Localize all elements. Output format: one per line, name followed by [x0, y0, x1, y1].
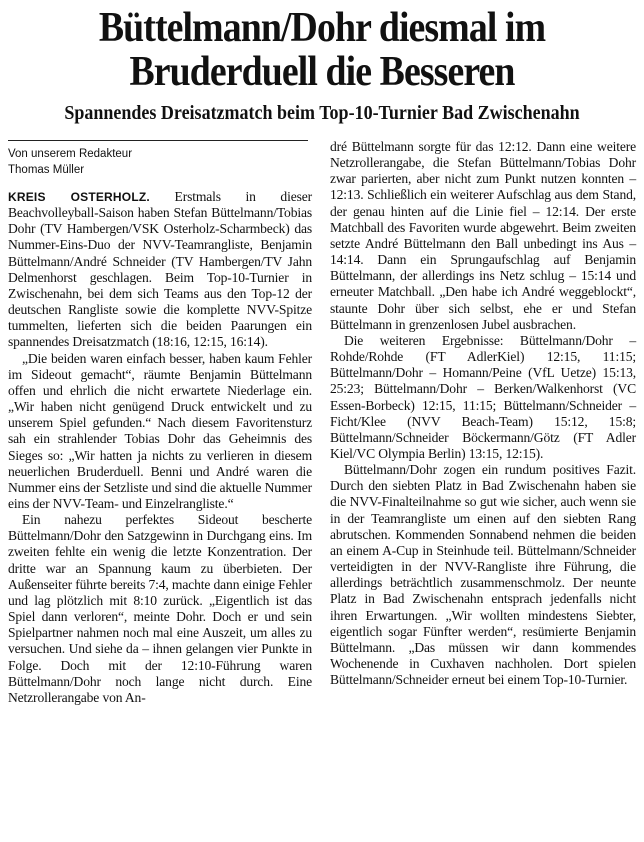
headline — [32, 6, 612, 94]
headline-line-2: Bruderduell die Besseren — [129, 49, 515, 95]
paragraph-6: Büttelmann/Dohr zogen ein rundum positives Fazit. Durch den siebten Platz in Bad Zwischenahn haben sie die NVV-Finalteilnahme so gut wie sicher, auch wenn sie in der Teamrangliste um einen auf den siebten Rang abrutschen. Kommenden Sonnabend nehmen die beiden an einem A-Cup in Steinhude teil. Büttelmann/Schneider verteidigten in der NVV-Rangliste ihre Führung, die allerdings beträchtlich zusammenschmolz. Der neunte Platz in Bad Zwischenahn entsprach jedenfalls nicht ihren Erwartungen. „Wir wollten mindestens Siebter, eigentlich sogar Fünfter werden“, resümierte Benjamin Büttelmann. „Das müssen wir dann kommendes Wochenende in Cuxhaven nachholen. Dort spielen Büttelmann/Schneider erneut bei einem Top-10-Turnier. — [330, 462, 636, 688]
article-column-2 — [330, 139, 636, 688]
dateline: KREIS OSTERHOLZ. — [8, 190, 150, 204]
paragraph-1-text: Erstmals in dieser Beachvolleyball-Saison haben Stefan Büttelmann/Tobias Dohr (TV Hambergen/VSK Osterholz-Scharmbeck) das Nummer-Eins-Duo der NVV-Teamrangliste, Benjamin Büttelmann/André Schneider (TV Hambergen/TV Jahn Delmenhorst geschlagen. Beim Top-10-Turnier in Zwischenahn, bei dem sich Teams aus den Top-12 der deutschen Rangliste sowie die komplette NVV-Spitze tummelten, lieferten sich die beiden Paarungen ein spannendes Dreisatzmatch (18:16, 12:15, 16:14). — [8, 189, 312, 350]
subheadline: Spannendes Dreisatzmatch beim Top-10-Turnier Bad Zwischenahn — [64, 102, 580, 124]
paragraph-1 — [8, 189, 312, 351]
paragraph-4: dré Büttelmann sorgte für das 12:12. Dann eine weitere Netzrollerangabe, die Stefan Büttelmann/Tobias Dohr zwar parierten, aber nicht zum Punkt nutzen konnten – 12:13. Schließlich ein weiterer Aufschlag aus dem Stand, der genau hinten auf die Linie fiel – 12:14. Der erste Matchball des Favoriten wurde abgewehrt. Beim zweiten setzte André Büttelmann den Ball unbedingt ins Aus – 14:14. Dann ein Sprungaufschlag auf Benjamin Büttelmann, der allerdings ins Netz schlug – 15:14 und erneuter Matchball. „Den habe ich André weggeblockt“, staunte Dohr über sich selbst, ehe er und Stefan Büttelmann in grenzenlosen Jubel ausbrachen. — [330, 139, 636, 332]
paragraph-2: „Die beiden waren einfach besser, haben kaum Fehler im Sideout gemacht“, räumte Benjamin Büttelmann offen und ehrlich die nicht erwartete Niederlage ein. „Wir haben nicht genügend Druck entwickelt und zu unserem Spiel gefunden.“ Nach diesem Favoritensturz sah ein strahlender Tobias Dohr das Geheimnis des Sieges so: „Wir hatten ja nichts zu verlieren in diesem neuerlichen Bruderduell. Benni und André waren die Nummer eins der Setzliste und sind die aktuelle Nummer eins der NVV-Team- und Einzelrangliste.“ — [8, 350, 312, 511]
byline-author: Thomas Müller — [8, 164, 85, 176]
paragraph-5: Die weiteren Ergebnisse: Büttelmann/Dohr – Rohde/Rohde (FT AdlerKiel) 12:15, 11:15; Büttelmann/Dohr – Homann/Peine (VfL Uetze) 15:13, 25:23; Büttelmann/Dohr – Berken/Walkenhorst (VC Essen-Borbeck) 12:15, 11:15; Büttelmann/Schneider – Ficht/Klee (NVV Beach-Team) 15:12, 15:8; Büttelmann/Schneider Böckermann/Götz (FT Adler Kiel/VC Olympia Berlin) 13:15, 12:15). — [330, 332, 636, 461]
paragraph-3: Ein nahezu perfektes Sideout bescherte Büttelmann/Dohr den Satzgewinn in Durchgang eins. Im zweiten fehlte ein wenig die letzte Konzentration. Der dritte war an Spannung kaum zu überbieten. Der Außenseiter führte bereits 7:4, machte dann einige Fehler und lag plötzlich mit 8:10 zurück. „Eigentlich ist das Spiel dann verloren“, meinte Dohr. Doch er und sein Spielpartner nahmen noch mal eine Auszeit, um alles zu versuchen. Und siehe da – ihnen gelangen vier Punkte in Folge. Doch mit der 12:10-Führung waren Büttelmann/Dohr noch lange nicht durch. Eine Netzrollerangabe von An- — [8, 512, 312, 705]
byline — [8, 146, 308, 178]
byline-divider — [8, 140, 308, 141]
headline-line-1: Büttelmann/Dohr diesmal im — [98, 5, 546, 51]
byline-role: Von unserem Redakteur — [8, 148, 133, 160]
article-column-1 — [8, 189, 312, 706]
